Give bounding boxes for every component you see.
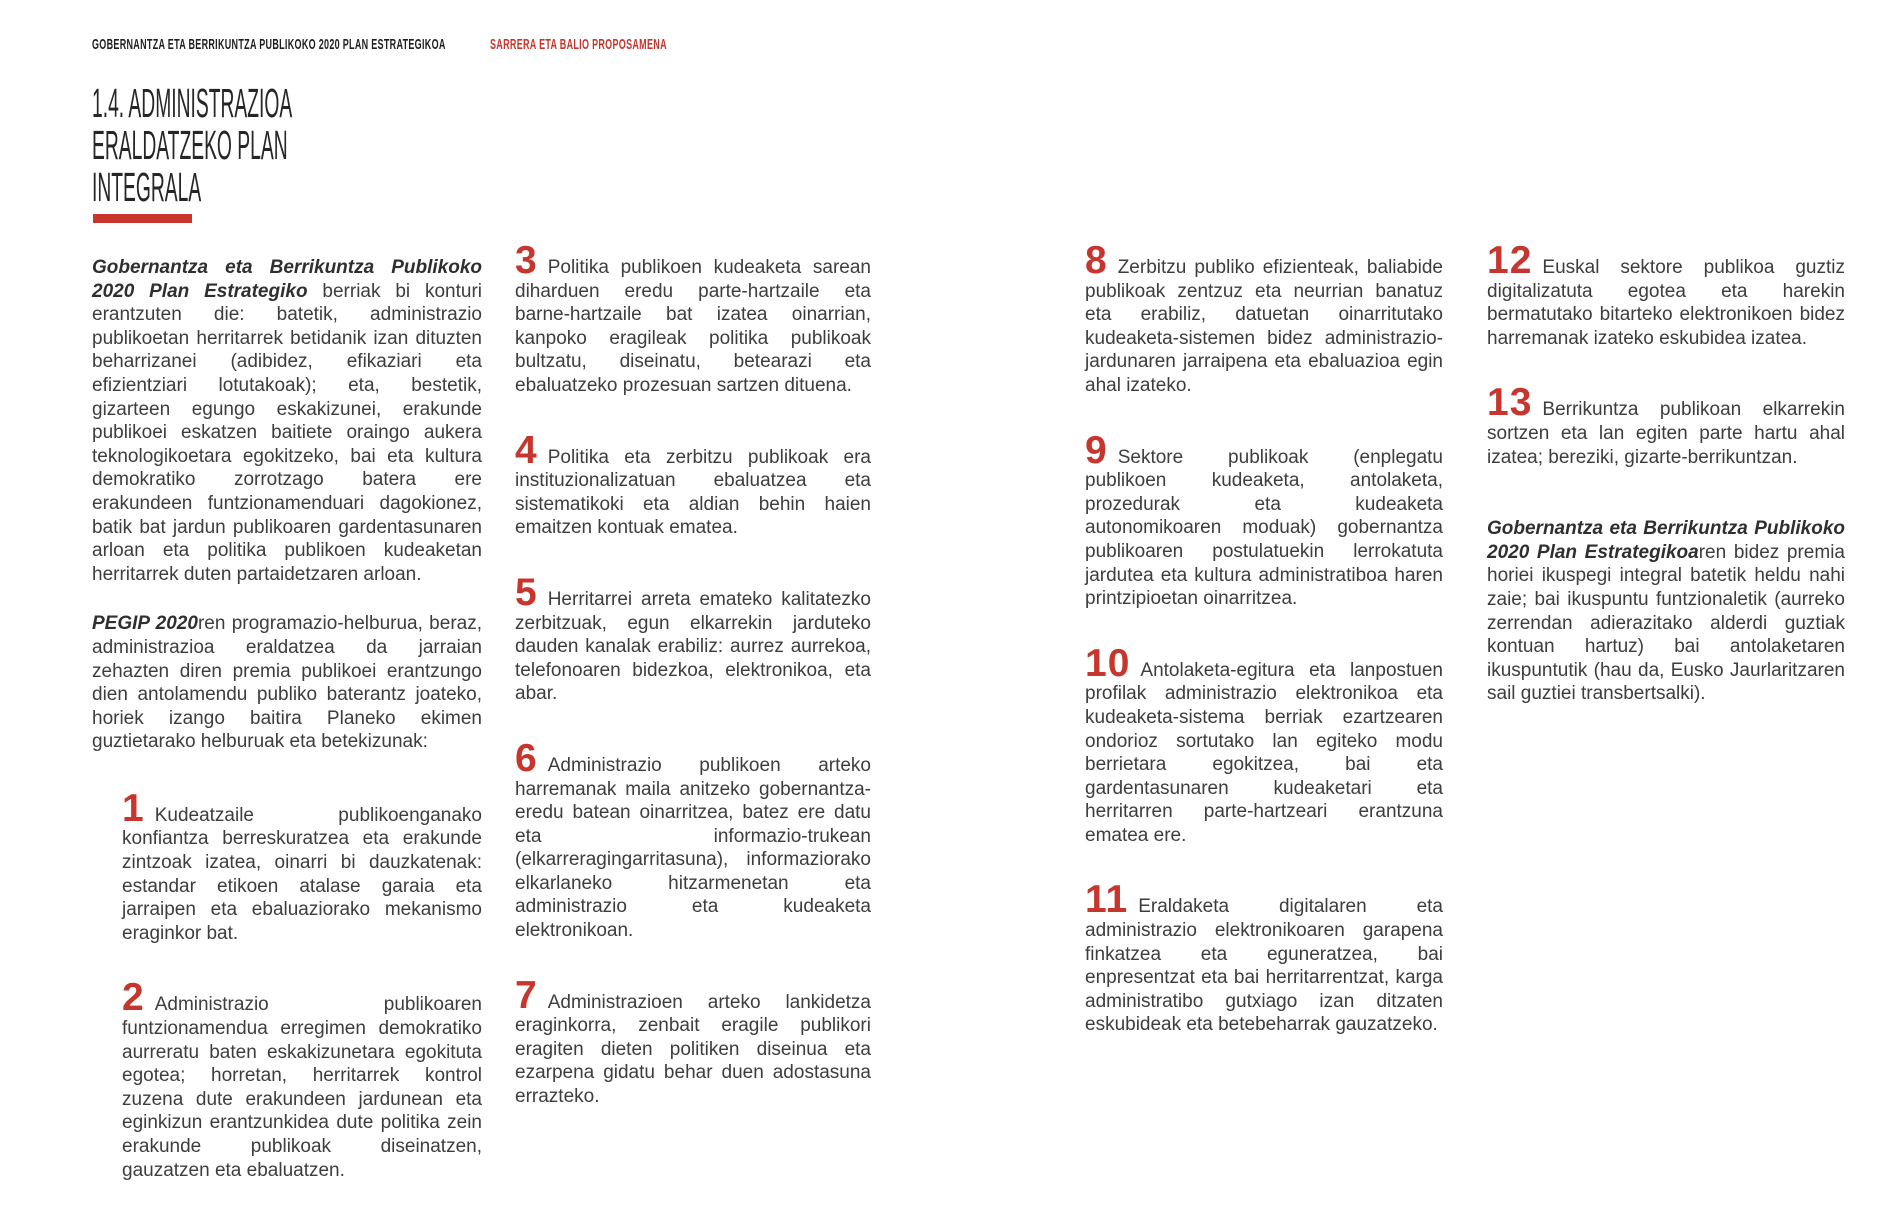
item-text-3: Politika publikoen kudeaketa sarean diharduen eredu parte-hartzaile eta barne-hartzaile bat izatea oinarrian, kanpoko eragileak politika publikoak bultzatu, diseinatu, betearazi eta ebaluatzeko prozesuan sartzen dituena.: [515, 257, 871, 396]
item-number-2: 2: [122, 976, 145, 1020]
numbered-item-13: [1487, 381, 1845, 469]
intro-paragraph-2-body: ren programazio-helburua, beraz, administrazioa eraldatzea da jarraian zehazten diren premia publikoei erantzungo dien antolamendu publiko baterantz joateko, horiek izango baitira Planeko ekimen guztietarako helburuak eta betekizunak:: [92, 613, 482, 753]
running-header-right-text: SARRERA ETA BALIO PROPOSAMENA: [490, 36, 667, 53]
item-text-8: Zerbitzu publiko efizienteak, baliabide publikoak zentzuz eta neurrian banatuz eta erabiliz, datuetan oinarritutako kudeaketa-sistemen bidez administrazio-jardunaren jarraipena eta ebaluazioa egin ahal izateko.: [1085, 257, 1443, 396]
running-header-left-text: GOBERNANTZA ETA BERRIKUNTZA PUBLIKOKO 2020 PLAN ESTRATEGIKOA: [92, 36, 446, 53]
numbered-item-4: [515, 428, 871, 540]
item-text-13: Berrikuntza publikoan elkarrekin sortzen eta lan egiten parte hartu ahal izatea; bereziki, gizarte-berrikuntzan.: [1487, 399, 1845, 468]
section-title-line-3: INTEGRALA: [92, 164, 202, 210]
item-text-11: Eraldaketa digitalaren eta administrazio elektronikoaren garapena finkatzea eta eguneratzea, bai enpresentzat eta bai herritarrentzat, karga administratibo gutxiago izan ditzaten eskubideak eta betebeharrak gauzatzeko.: [1085, 896, 1443, 1036]
item-text-2: Administrazio publikoaren funtzionamendua erregimen demokratiko aurreratu baten eskakizunetara egokituta egotea; horretan, herritarrek kontrol zuzena dute erakundeen jardunean eta eginkizun erantzunkidea dute politika zein erakunde publikoak diseinatzen, gauzatzen eta ebaluatzen.: [122, 994, 482, 1181]
section-title: [92, 82, 518, 208]
intro-paragraph-1-lead: Gobernantza eta Berrikuntza Publikoko 2020 Plan Estrategiko: [92, 257, 482, 302]
closing-paragraph-lead: Gobernantza eta Berrikuntza Publikoko 2020 Plan Estrategikoa: [1487, 518, 1845, 563]
item-number-1: 1: [122, 786, 145, 830]
closing-paragraph-body: ren bidez premia horiei ikuspegi integral batetik heldu nahi zaie; bai ikuspuntu funtzionaletik (aurreko zerrendan adierazitako alderdi guztiak kontuan hartuz) bai antolaketaren ikuspuntutik (hau da, Eusko Jaurlaritzaren sail guztiei transbertsalki).: [1487, 541, 1845, 705]
numbered-item-1: [122, 786, 482, 946]
numbered-item-12: [1487, 239, 1845, 350]
item-text-7: Administrazioen arteko lankidetza eraginkorra, zenbait eragile publikori eragiten dieten politiken diseinua eta ezarpena gidatu behar duen adostasuna errazteko.: [515, 991, 871, 1108]
item-number-11: 11: [1085, 878, 1129, 922]
numbered-item-11: [1085, 878, 1443, 1037]
intro-paragraph-1: [92, 256, 482, 586]
numbered-item-6: [515, 736, 871, 943]
intro-paragraph-2-lead: PEGIP 2020: [92, 613, 198, 635]
item-number-13: 13: [1487, 381, 1533, 425]
numbered-item-7: [515, 973, 871, 1109]
item-number-5: 5: [515, 570, 538, 614]
title-accent-rule: [93, 214, 192, 223]
intro-paragraph-1-body: berriak bi konturi erantzuten die: batetik, administrazio publikoetan herritarrek betidanik izan dituzten beharrizanei (adibidez, efikaziari eta efizientziari lotutakoak); eta, bestetik, gizarteen egungo eskakizunei, erakunde publikoei eskatzen baitiete oraingo aukera teknologikoetara egokitzeko, bai eta kultura demokratiko zorrotzago batera ere erakundeen funtzionamenduari dagokionez, batik bat jardun publikoaren gardentasunaren arloan eta politika publikoen kudeaketan herritarrek duten partaidetzaren arloan.: [92, 280, 482, 585]
section-title-line-1: 1.4. ADMINISTRAZIOA: [92, 80, 293, 126]
item-text-1: Kudeatzaile publikoenganako konfiantza berreskuratzea eta erakunde zintzoak izatea, oinarri bi dauzkatenak: estandar etikoen atalase garaia eta jarraipen eta ebaluaziorako mekanismo eraginkor bat.: [122, 804, 482, 944]
item-number-10: 10: [1085, 641, 1131, 685]
item-text-12: Euskal sektore publikoa guztiz digitalizatuta egotea eta harekin bermatutako bitarteko elektronikoen bidez harremanak izateko eskubidea izatea.: [1487, 257, 1845, 349]
numbered-item-3: [515, 239, 871, 398]
item-number-12: 12: [1487, 239, 1533, 282]
numbered-item-8: [1085, 239, 1443, 398]
numbered-item-2: [122, 976, 482, 1182]
text-column-4: [1487, 239, 1845, 706]
item-number-3: 3: [515, 239, 538, 282]
numbered-item-10: [1085, 641, 1443, 848]
item-text-10: Antolaketa-egitura eta lanpostuen profilak administrazio elektronikoa eta kudeaketa-sistema berriak ezartzearen ondorioz sortutako lan egiteko modu berrietara egokitzea, bai eta gardentasunaren kudeaketari eta herritarren parte-hartzeari erantzuna ematea ere.: [1085, 659, 1443, 846]
numbered-item-9: [1085, 428, 1443, 611]
section-title-line-2: ERALDATZEKO PLAN: [92, 122, 288, 168]
item-number-7: 7: [515, 973, 538, 1017]
text-column-2: [515, 239, 871, 1157]
intro-paragraph-2: [92, 612, 482, 754]
item-number-8: 8: [1085, 239, 1108, 282]
text-column-1: [92, 256, 482, 1221]
item-text-4: Politika eta zerbitzu publikoak era instituzionalizatuan ebaluatzea eta sistematikoki eta aldian behin haien emaitzen kontuak ematea.: [515, 446, 871, 539]
item-text-6: Administrazio publikoen arteko harremanak maila anitzeko gobernantza-eredu batean oinarritzea, batez ere datu eta informazio-trukean (elkarreragingarritasuna), informaziorako elkarlaneko hitzarmenetan eta administrazio eta kudeaketa elektronikoan.: [515, 754, 871, 942]
item-number-4: 4: [515, 428, 538, 472]
text-column-3: [1085, 239, 1443, 1085]
item-number-6: 6: [515, 736, 538, 780]
running-header-right: [490, 36, 785, 53]
numbered-item-5: [515, 570, 871, 706]
item-text-9: Sektore publikoak (enplegatu publikoen kudeaketa, antolaketa, prozedurak eta kudeaketa autonomikoaren moduak) gobernantza publikoaren postulatuekin lerrokatuta jardutea eta kultura administratiboa haren printzipioetan oinarritzea.: [1085, 446, 1443, 610]
item-text-5: Herritarrei arreta emateko kalitatezko zerbitzuak, egun elkarrekin jarduteko dauden kanalak erabiliz: aurrez aurrekoa, telefonoaren bidezkoa, elektronikoa, eta abar.: [515, 588, 871, 705]
item-number-9: 9: [1085, 428, 1108, 472]
closing-paragraph: [1487, 517, 1845, 706]
